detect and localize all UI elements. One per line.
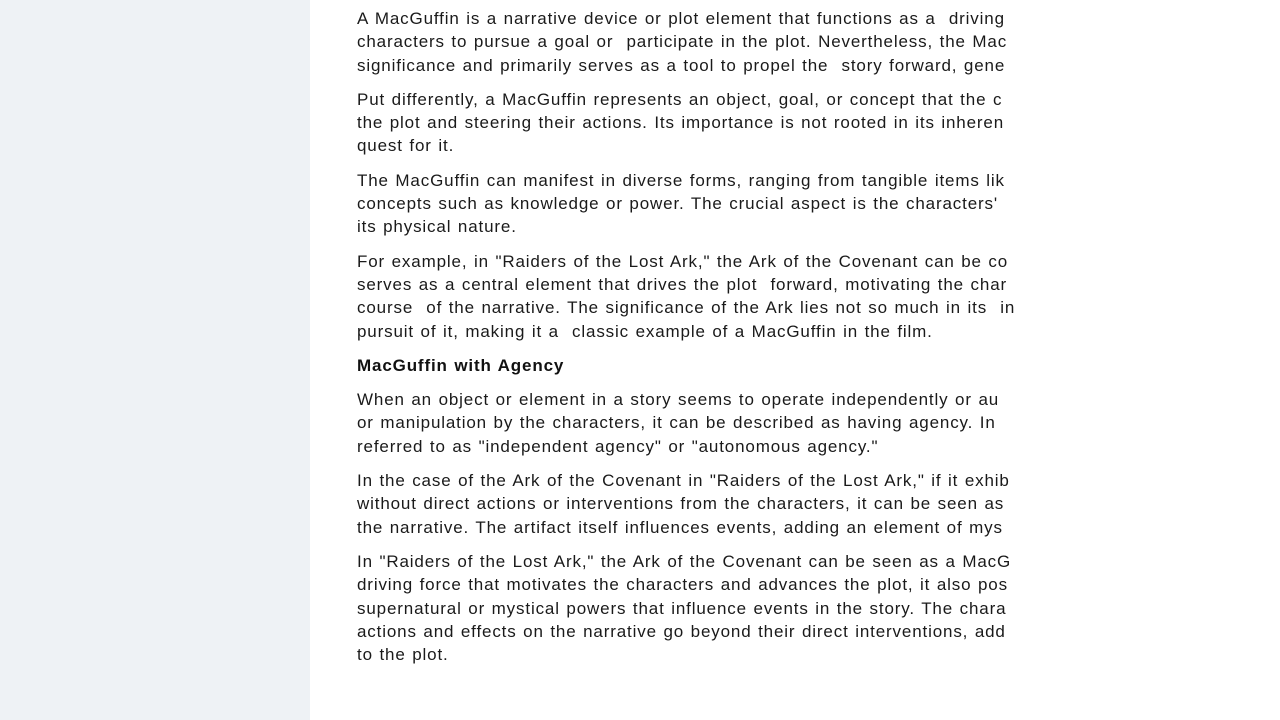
text-line: characters to pursue a goal or participate in the plot. Nevertheless, the Mac xyxy=(357,32,1008,52)
text-line: serves as a central element that drives the plot forward, motivating the char xyxy=(357,274,1008,294)
text-line: A MacGuffin is a narrative device or plot element that functions as a driving xyxy=(357,9,1005,28)
text-line: significance and primarily serves as a tool to propel the story forward, gene xyxy=(357,55,1006,75)
document-page[interactable] xyxy=(310,0,1280,720)
paragraph-ark-agency xyxy=(357,469,1280,539)
paragraph-macguffin-definition xyxy=(357,7,1280,77)
text-line: Put differently, a MacGuffin represents an object, goal, or concept that the c xyxy=(357,89,1003,109)
text-line: For example, in "Raiders of the Lost Ark," the Ark of the Covenant can be co xyxy=(357,251,1009,271)
text-line: the plot and steering their actions. Its importance is not rooted in its inheren xyxy=(357,113,1005,133)
text-line: actions and effects on the narrative go beyond their direct interventions, add xyxy=(357,621,1006,641)
paragraph-independent-agency xyxy=(357,388,1280,458)
text-line: The MacGuffin can manifest in diverse forms, ranging from tangible items lik xyxy=(357,170,1005,190)
text-line: pursuit of it, making it a classic example of a MacGuffin in the film. xyxy=(357,321,933,341)
text-line: its physical nature. xyxy=(357,217,517,237)
text-line: course of the narrative. The significance of the Ark lies not so much in its in xyxy=(357,298,1016,318)
text-line: concepts such as knowledge or power. The crucial aspect is the characters' xyxy=(357,194,998,214)
text-line: supernatural or mystical powers that influence events in the story. The chara xyxy=(357,598,1007,618)
paragraph-raiders-example xyxy=(357,250,1280,343)
text-line: In the case of the Ark of the Covenant in "Raiders of the Lost Ark," if it exhib xyxy=(357,471,1010,491)
text-line: or manipulation by the characters, it can be described as having agency. In xyxy=(357,413,996,433)
paragraph-put-differently xyxy=(357,88,1280,158)
text-line: driving force that motivates the characters and advances the plot, it also pos xyxy=(357,575,1008,595)
text-line: referred to as "independent agency" or "autonomous agency." xyxy=(357,436,879,456)
text-line: quest for it. xyxy=(357,136,455,156)
text-line: In "Raiders of the Lost Ark," the Ark of the Covenant can be seen as a MacG xyxy=(357,551,1012,571)
text-line: to the plot. xyxy=(357,645,449,665)
text-line: without direct actions or interventions from the characters, it can be seen as xyxy=(357,494,1005,514)
text-line: the narrative. The artifact itself influences events, adding an element of mys xyxy=(357,517,1003,537)
section-heading: MacGuffin with Agency xyxy=(357,355,565,375)
document-body xyxy=(357,7,1280,677)
left-margin-panel xyxy=(0,0,310,720)
text-line: When an object or element in a story seems to operate independently or au xyxy=(357,390,1000,410)
paragraph-diverse-forms xyxy=(357,169,1280,239)
paragraph-ark-macguffin xyxy=(357,550,1280,666)
